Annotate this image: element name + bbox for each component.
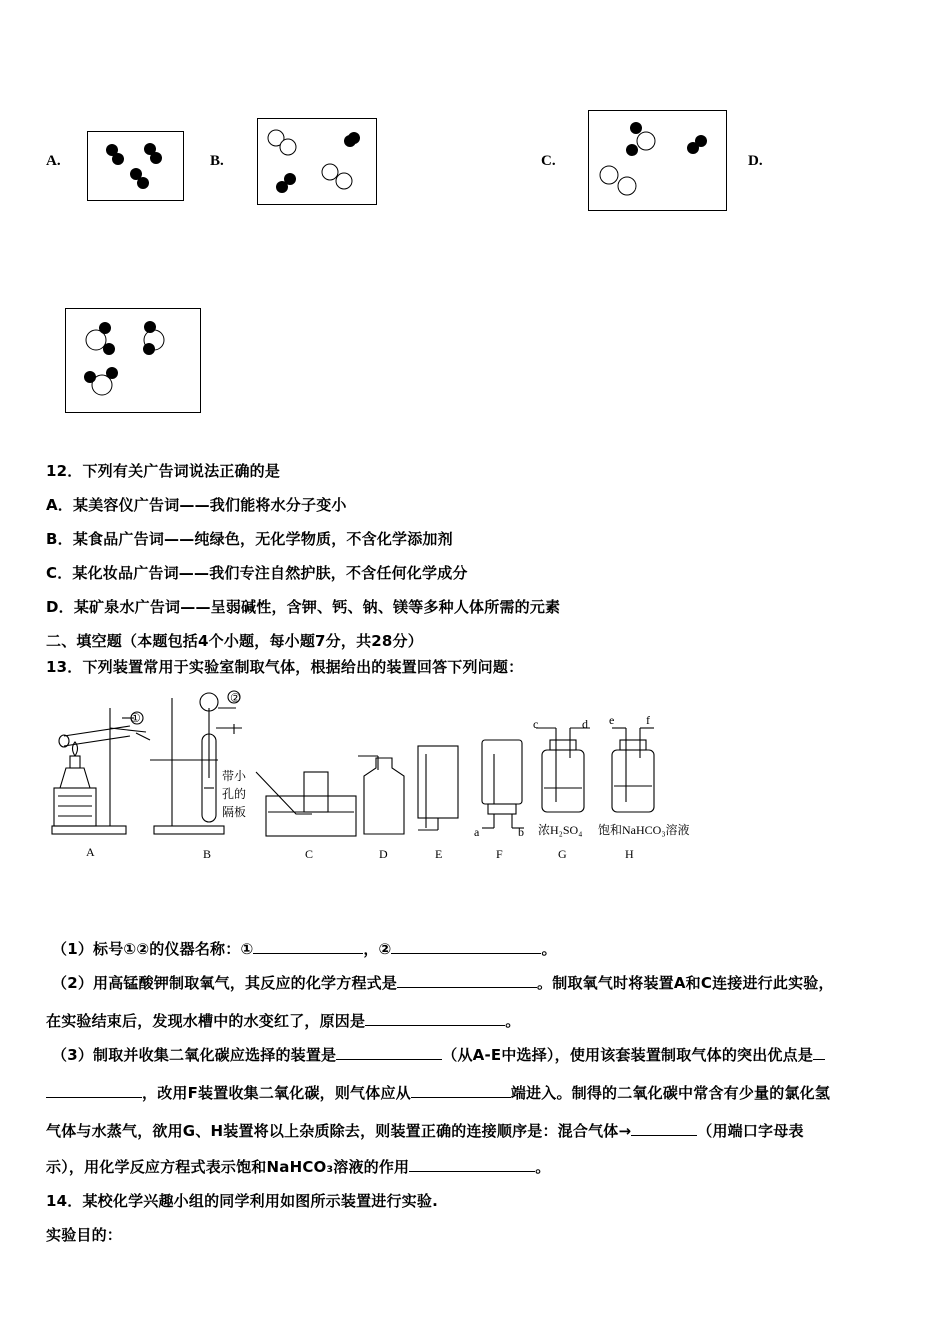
partition-note-2: 孔的: [222, 787, 247, 801]
callout-1: ①: [130, 711, 141, 725]
answer-blank-9[interactable]: [409, 1157, 535, 1172]
q14-purpose: 实验目的：: [46, 1226, 123, 1244]
option-d-diagram: [65, 308, 201, 413]
q13-stem: 13．下列装置常用于实验室制取气体，根据给出的装置回答下列问题：: [46, 658, 524, 676]
answer-blank-2[interactable]: [391, 939, 541, 954]
answer-blank-6-start[interactable]: [813, 1045, 825, 1060]
port-c: c: [533, 717, 539, 731]
q12-option-a: A．某美容仪广告词——我们能将水分子变小: [46, 496, 347, 514]
h-caption: 饱和NaHCO₃溶液: [598, 823, 690, 837]
molecule-diagram-a: [88, 132, 183, 200]
q14-stem: 14．某校化学兴趣小组的同学利用如图所示装置进行实验.: [46, 1192, 438, 1210]
q13-part1: （1）标号①②的仪器名称：① ，② 。: [52, 940, 557, 958]
answer-blank-1[interactable]: [253, 939, 363, 954]
q12-option-c: C．某化妆品广告词——我们专注自然护肤，不含任何化学成分: [46, 564, 468, 582]
apparatus-g: [536, 728, 590, 812]
label-e: E: [435, 847, 443, 861]
section-2-heading: 二、填空题（本题包括4个小题，每小题7分，共28分）: [46, 632, 423, 650]
apparatus-h: [612, 728, 654, 812]
molecule-diagram-c: [589, 111, 726, 210]
apparatus-a: [52, 708, 150, 834]
molecule-diagram-b: [258, 119, 376, 204]
apparatus-c: [256, 772, 356, 836]
q12-stem: 12．下列有关广告词说法正确的是: [46, 462, 281, 480]
q13-part3-line3: 气体与水蒸气，欲用G、H装置将以上杂质除去，则装置正确的连接顺序是：混合气体→ （用端口字母表: [46, 1122, 804, 1140]
label-a: A: [86, 845, 95, 859]
answer-blank-5[interactable]: [336, 1045, 442, 1060]
q12-option-d: D．某矿泉水广告词——呈弱碱性，含钾、钙、钠、镁等多种人体所需的元素: [46, 598, 561, 616]
port-d: d: [582, 717, 588, 731]
apparatus-e: [418, 746, 458, 830]
port-a: a: [474, 825, 480, 839]
label-g: G: [558, 847, 567, 861]
q13-part3-line2: ，改用F装置收集二氧化碳，则气体应从 端进入。制得的二氧化碳中常含有少量的氯化氢: [46, 1082, 830, 1103]
answer-blank-8[interactable]: [631, 1121, 697, 1136]
answer-blank-3[interactable]: [397, 973, 537, 988]
option-a-label: A.: [46, 153, 61, 169]
label-b: B: [203, 847, 212, 861]
label-d: D: [379, 847, 388, 861]
port-b: b: [518, 825, 524, 839]
q13-part3-line4: 示），用化学反应方程式表示饱和NaHCO₃溶液的作用 。: [46, 1158, 551, 1176]
molecule-diagram-d: [66, 309, 200, 412]
option-b-label: B.: [210, 153, 224, 169]
option-c-label: C.: [541, 153, 556, 169]
option-c-diagram: [588, 110, 727, 211]
apparatus-f: [482, 740, 524, 828]
option-d-label: D.: [748, 153, 763, 169]
port-e: e: [609, 713, 615, 727]
answer-blank-6[interactable]: [46, 1083, 142, 1098]
g-caption: 浓H₂SO₄: [538, 823, 583, 837]
apparatus-d: [358, 756, 404, 834]
partition-note-1: 带小: [222, 769, 247, 783]
option-a-diagram: [87, 131, 184, 201]
label-h: H: [625, 847, 634, 861]
partition-note-3: 隔板: [222, 805, 247, 819]
apparatus-figure: [46, 688, 726, 868]
q12-option-b: B．某食品广告词——纯绿色，无化学物质，不含化学添加剂: [46, 530, 453, 548]
q13-part3-line1: （3）制取并收集二氧化碳应选择的装置是 （从A-E中选择），使用该套装置制取气体的突出优点是: [52, 1044, 825, 1065]
label-c: C: [305, 847, 314, 861]
answer-blank-4[interactable]: [365, 1011, 505, 1026]
option-b-diagram: [257, 118, 377, 205]
q13-part2-line2: 在实验结束后，发现水槽中的水变红了，原因是 。: [46, 1012, 521, 1030]
answer-blank-7[interactable]: [411, 1083, 511, 1098]
port-f: f: [646, 713, 650, 727]
q13-part2-line1: （2）用高锰酸钾制取氧气，其反应的化学方程式是 。制取氧气时将装置A和C连接进行此实验，: [52, 974, 834, 992]
callout-2: ②: [230, 691, 241, 705]
label-f: F: [496, 847, 503, 861]
